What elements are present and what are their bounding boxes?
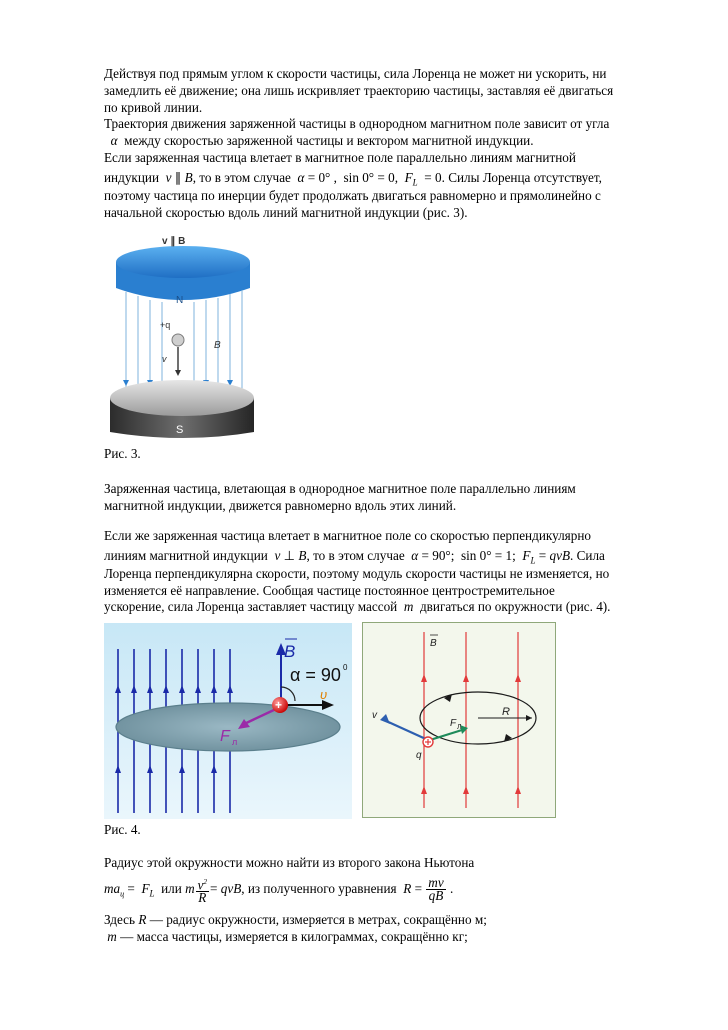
paragraph-3	[104, 528, 684, 616]
text-line: начальной скоростью вдоль линий магнитной индукции (рис. 3).	[104, 204, 468, 220]
b-label: B	[430, 638, 437, 649]
formula-line: $ma_ц = F_L$ или m $\frac{v^2}{R}$ = qvB, из полученного уравнения R = $\frac{mv}{qB}$ .	[104, 875, 454, 905]
figure-4a-illustration	[104, 623, 352, 819]
fig4-caption: Рис. 4.	[104, 822, 141, 837]
force-label: F	[220, 728, 230, 745]
svg-text:+: +	[275, 698, 283, 712]
text-line: по кривой линии.	[104, 99, 203, 115]
figure-4b	[362, 622, 556, 818]
text-line: α между скоростью заряженной частицы и вектором магнитной индукции.	[104, 133, 534, 149]
text-line: магнитной индукции, движется равномерно вдоль этих линий.	[104, 497, 457, 513]
figure-4a	[104, 623, 352, 819]
north-magnet-top	[116, 246, 250, 278]
parallel-label: v ∥ B	[162, 236, 186, 247]
text-line: Действуя под прямым углом к скорости частицы, сила Лоренца не может ни ускорить, ни	[104, 66, 607, 81]
charged-particle	[172, 334, 184, 346]
figure-4b-illustration	[362, 622, 556, 818]
text-line: Лоренца перпендикулярна скорости, поэтому модуль скорости частицы не изменяется, но	[104, 565, 610, 581]
text-line: Если заряженная частица влетает в магнитное поле параллельно линиям магнитной	[104, 149, 576, 165]
paragraph-2	[104, 481, 684, 515]
radius-label: R	[502, 706, 510, 718]
text-line: Если же заряженная частица влетает в магнитное поле со скоростью перпендикулярно	[104, 528, 591, 543]
force-sub: Л	[457, 724, 462, 731]
charge-label: q	[416, 750, 422, 761]
text-line: Здесь R — радиус окружности, измеряется в метрах, сокращённо м;	[104, 912, 487, 927]
text-line: индукции v ∥ B, то в этом случае α = 0° , sin 0° = 0, $F_L = 0$. Силы Лоренца отсутствует,	[104, 169, 602, 188]
text-line: линиям магнитной индукции v ⊥ B, то в этом случае α = 90°; sin 0° = 1; $F_L$ = qvB. Сила	[104, 547, 605, 566]
v-label: v	[162, 354, 167, 364]
south-label: S	[176, 424, 184, 436]
south-magnet-top	[110, 380, 254, 416]
text-line: замедлить её движение; она лишь искривляет траекторию частицы, заставляя её двигаться	[104, 82, 614, 98]
charge-label: +q	[160, 320, 171, 330]
force-sub: л	[232, 737, 238, 747]
north-label: N	[176, 295, 184, 306]
text-line: Траектория движения заряженной частицы в однородном магнитном поле зависит от угла	[104, 116, 610, 132]
paragraph-1	[104, 66, 684, 221]
b-label: B	[214, 340, 221, 351]
figure-3	[104, 230, 260, 442]
velocity-label: v	[372, 710, 377, 721]
text-line: Радиус этой окружности можно найти из второго закона Ньютона	[104, 855, 475, 870]
b-label: B	[284, 642, 296, 661]
velocity-label: υ	[320, 687, 328, 702]
force-label: F	[450, 718, 457, 729]
text-line: ускорение, сила Лоренца заставляет частицу массой m двигаться по окружности (рис. 4).	[104, 599, 611, 615]
text-line: Заряженная частица, влетающая в однородное магнитное поле параллельно линиям	[104, 481, 576, 496]
paragraph-5	[104, 912, 684, 946]
text-line: поэтому частица по инерции будет продолжать двигаться равномерно и прямолинейно с	[104, 187, 601, 203]
alpha-label: α = 90	[290, 665, 341, 685]
paragraph-4	[104, 855, 684, 906]
figure-3-illustration	[104, 230, 260, 442]
fig3-caption: Рис. 3.	[104, 446, 141, 461]
text-line: m — масса частицы, измеряется в килограммах, сокращённо кг;	[107, 928, 468, 944]
degree-mark: 0	[343, 663, 348, 672]
text-line: изменяется её направление. Сообщая частице постоянное центростремительное	[104, 582, 555, 598]
